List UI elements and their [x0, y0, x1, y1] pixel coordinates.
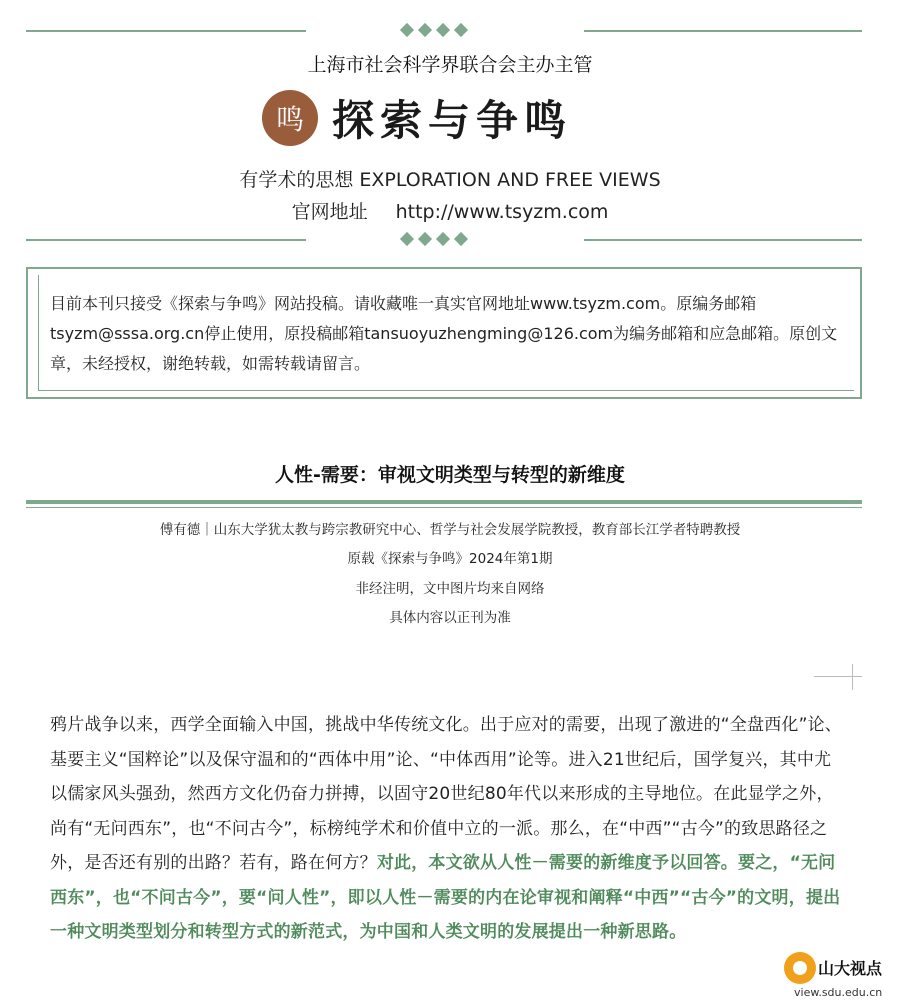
diamond-icon — [454, 232, 468, 246]
sponsor-text: 上海市社会科学界联合会主办主管 — [307, 54, 593, 76]
header-left-rule — [26, 239, 306, 241]
website-url[interactable]: http://www.tsyzm.com — [395, 201, 609, 223]
diamond-icon — [400, 23, 414, 37]
top-right-rule — [584, 30, 862, 32]
article-body — [50, 708, 845, 950]
title-underline — [26, 500, 862, 504]
diamond-icon — [454, 23, 468, 37]
watermark-name: 山大视点 — [818, 959, 883, 978]
top-diamonds — [402, 25, 466, 35]
header-right-rule — [584, 239, 862, 241]
source-line: 原载《探索与争鸣》2024年第1期 — [347, 551, 553, 567]
submission-notice — [26, 267, 862, 399]
logo-seal-glyph: 鸣 — [275, 103, 304, 136]
diamond-icon — [418, 23, 432, 37]
body-highlight-text: 对此，本文欲从人性－需要的新维度予以回答。要之，“无问西东”，也“不问古今”，要“问人性”，即以人性－需要的内在论审视和阐释“中西”“古今”的文明，提出一种文明类型划分和转型方式的新范式，为中国和人类文明的发展提出一种新思路。 — [50, 853, 841, 942]
notice-text: 目前本刊只接受《探索与争鸣》网站投稿。请收藏唯一真实官网地址www.tsyzm.com。原编务邮箱tsyzm@sssa.org.cn停止使用，原投稿邮箱tansuoyuzhengming@126.com为编务邮箱和应急邮箱。原创文章，未经授权，谢绝转载，如需转载请留言。 — [50, 294, 838, 373]
top-left-rule — [26, 30, 306, 32]
diamond-icon — [436, 232, 450, 246]
magazine-logo — [262, 88, 572, 148]
watermark-url: view.sdu.edu.cn — [794, 986, 883, 999]
diamond-icon — [436, 23, 450, 37]
corner-mark — [852, 664, 853, 690]
author-line: 傅有德｜山东大学犹太教与跨宗教研究中心、哲学与社会发展学院教授，教育部长江学者特聘教授 — [159, 522, 741, 538]
diamond-icon — [400, 232, 414, 246]
title-underline-thin — [26, 507, 862, 508]
header-diamonds — [402, 234, 466, 244]
watermark — [780, 948, 900, 1006]
logo-seal-icon — [262, 90, 318, 146]
article-title: 人性-需要：审视文明类型与转型的新维度 — [275, 464, 625, 486]
body-plain-text: 鸦片战争以来，西学全面输入中国，挑战中华传统文化。出于应对的需要，出现了激进的“全盘西化”论、基要主义“国粹论”以及保守温和的“西体中用”论、“中体西用”论等。进入21世纪后，国学复兴，其中尤以儒家风头强劲，然西方文化仍奋力拼搏，以固守20世纪80年代以来形成的主导地位。在此显学之外，尚有“无问西东”，也“不问古今”，标榜纯学术和价值中立的一派。那么，在“中西”“古今”的致思路径之外，是否还有别的出路？若有，路在何方？ — [50, 715, 843, 873]
slogan: 有学术的思想 EXPLORATION AND FREE VIEWS — [239, 169, 661, 191]
watermark-logo-icon — [784, 952, 816, 984]
content-note: 具体内容以正刊为准 — [389, 610, 511, 626]
image-note: 非经注明，文中图片均来自网络 — [355, 581, 545, 597]
website-label: 官网地址 — [291, 201, 368, 223]
magazine-title: 探索与争鸣 — [332, 96, 573, 145]
corner-mark — [814, 676, 862, 677]
website-line — [0, 197, 900, 224]
diamond-icon — [418, 232, 432, 246]
